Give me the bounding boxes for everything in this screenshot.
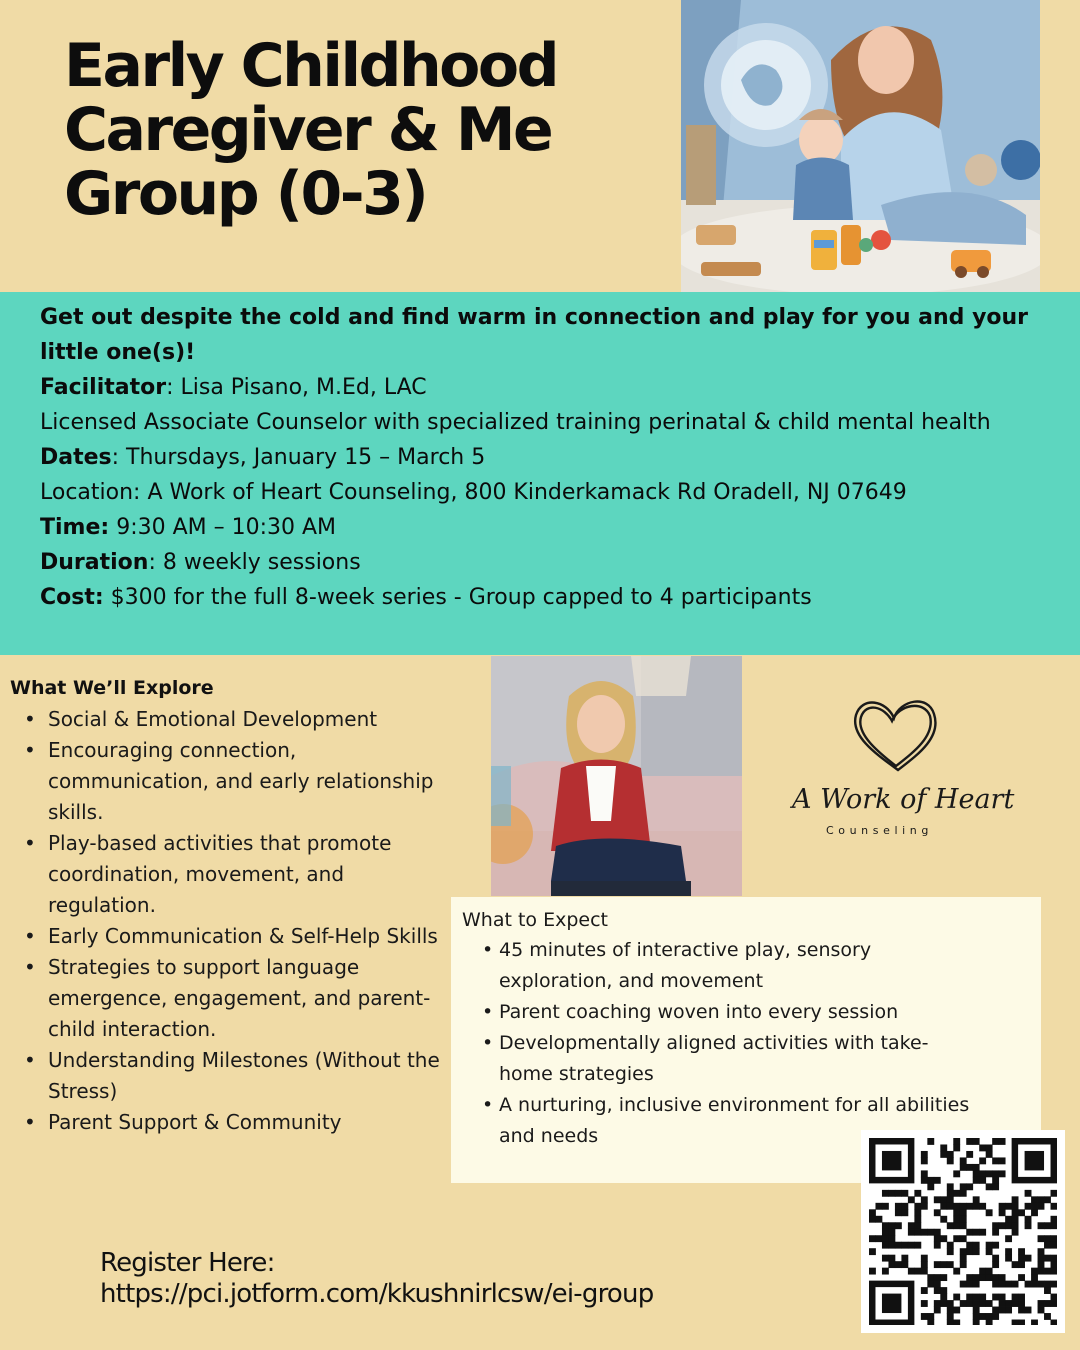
time-label: Time: <box>40 515 110 540</box>
expect-item: • 45 minutes of interactive play, sensory exploration, and movement <box>462 935 982 997</box>
intro-text: Get out despite the cold and find warm in connection and play for you and your little one(s)! <box>40 305 1029 365</box>
facilitator-photo <box>491 656 742 896</box>
facilitator-value: : Lisa Pisano, M.Ed, LAC <box>166 375 427 400</box>
explore-item: • Social & Emotional Development <box>10 704 440 735</box>
expect-item: • Developmentally aligned activities with take-home strategies <box>462 1028 982 1090</box>
expect-heading: What to Expect <box>462 909 608 931</box>
explore-list <box>10 704 440 1138</box>
expect-list <box>462 935 1031 1152</box>
location-line: Location: A Work of Heart Counseling, 800 Kinderkamack Rd Oradell, NJ 07649 <box>40 480 907 505</box>
register-label: Register Here: <box>100 1248 275 1278</box>
event-details-band <box>0 292 1080 655</box>
qr-code[interactable] <box>861 1130 1065 1333</box>
explore-item: • Encouraging connection, communication, and early relationship skills. <box>10 735 440 828</box>
counseling-logo <box>786 690 1026 840</box>
cost-label: Cost: <box>40 585 104 610</box>
hero-photo-mother-and-baby <box>681 0 1040 292</box>
title-line-1: Early Childhood <box>64 31 558 101</box>
facilitator-line <box>40 370 1040 405</box>
register-link[interactable]: https://pci.jotform.com/kkushnirlcsw/ei-group <box>100 1279 654 1309</box>
duration-label: Duration <box>40 550 149 575</box>
facilitator-label: Facilitator <box>40 375 167 400</box>
logo-subtitle: Counseling <box>826 824 933 837</box>
logo-name: A Work of Heart <box>792 784 1015 815</box>
cost-value: $300 for the full 8-week series - Group capped to 4 participants <box>103 585 812 610</box>
explore-item: • Understanding Milestones (Without the Stress) <box>10 1045 440 1107</box>
page-title <box>64 31 624 229</box>
expect-item: • Parent coaching woven into every session <box>462 997 982 1028</box>
dates-value: : Thursdays, January 15 – March 5 <box>111 445 486 470</box>
duration-line <box>40 545 1040 580</box>
explore-section <box>10 674 440 1138</box>
explore-heading: What We’ll Explore <box>10 677 214 699</box>
dates-label: Dates <box>40 445 112 470</box>
explore-item: • Play-based activities that promote coordination, movement, and regulation. <box>10 828 440 921</box>
duration-value: : 8 weekly sessions <box>148 550 361 575</box>
explore-item: • Early Communication & Self-Help Skills <box>10 921 440 952</box>
explore-item: • Parent Support & Community <box>10 1107 440 1138</box>
cost-line <box>40 580 1040 615</box>
time-line <box>40 510 1040 545</box>
title-line-2: Caregiver & Me <box>64 95 552 165</box>
dates-line <box>40 440 1040 475</box>
explore-item: • Strategies to support language emergence, engagement, and parent-child interaction. <box>10 952 440 1045</box>
title-line-3: Group (0-3) <box>64 159 427 229</box>
credentials-line: Licensed Associate Counselor with specialized training perinatal & child mental health <box>40 410 991 435</box>
heart-icon <box>855 702 935 770</box>
register-block <box>100 1248 653 1310</box>
expect-item: • A nurturing, inclusive environment for all abilities and needs <box>462 1090 982 1152</box>
time-value: 9:30 AM – 10:30 AM <box>109 515 337 540</box>
